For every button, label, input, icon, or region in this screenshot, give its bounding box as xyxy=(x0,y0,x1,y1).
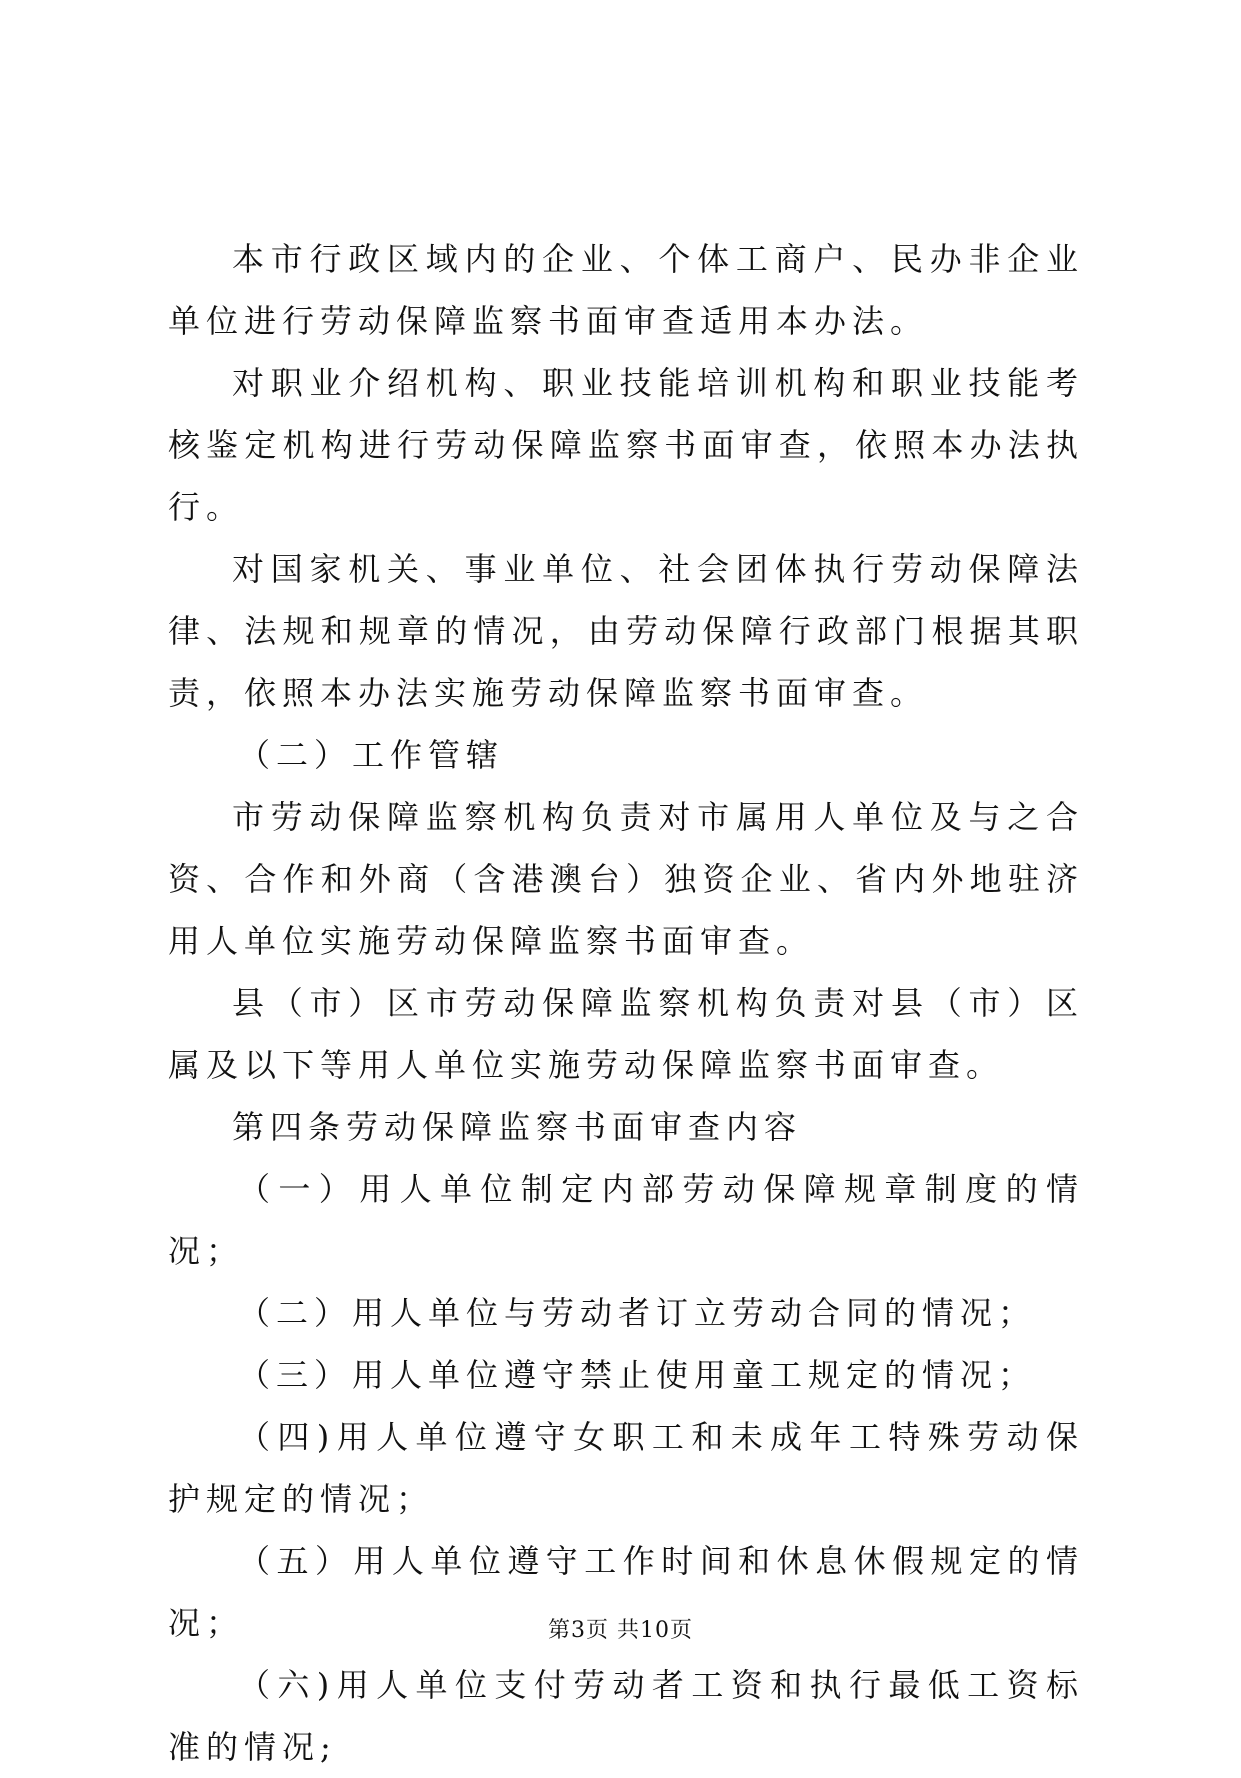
page-number-footer: 第3页 共10页 xyxy=(548,1618,693,1643)
paragraph-scope-enterprises: 本市行政区域内的企业、个体工商户、民办非企业单位进行劳动保障监察书面审查适用本办法。 xyxy=(168,240,1084,340)
paragraph-scope-agencies: 对职业介绍机构、职业技能培训机构和职业技能考核鉴定机构进行劳动保障监察书面审查，依照本办法执行。 xyxy=(168,364,1084,526)
list-item-2: （二）用人单位与劳动者订立劳动合同的情况； xyxy=(238,1294,1037,1332)
section-heading-jurisdiction: （二）工作管辖 xyxy=(238,736,505,774)
list-item-4: （四)用人单位遵守女职工和未成年工特殊劳动保护规定的情况； xyxy=(168,1418,1084,1518)
list-item-3: （三）用人单位遵守禁止使用童工规定的情况； xyxy=(238,1356,1037,1394)
list-item-5: （五）用人单位遵守工作时间和休息休假规定的情况； xyxy=(168,1542,1084,1642)
paragraph-scope-state-organs: 对国家机关、事业单位、社会团体执行劳动保障法律、法规和规章的情况，由劳动保障行政部门根据其职责，依照本办法实施劳动保障监察书面审查。 xyxy=(168,550,1084,712)
list-item-1: （一）用人单位制定内部劳动保障规章制度的情况； xyxy=(168,1170,1084,1270)
paragraph-county-jurisdiction: 县（市）区市劳动保障监察机构负责对县（市）区属及以下等用人单位实施劳动保障监察书面审查。 xyxy=(168,984,1084,1084)
article-four-heading: 第四条劳动保障监察书面审查内容 xyxy=(232,1108,803,1146)
document-body xyxy=(168,228,1084,1778)
paragraph-city-jurisdiction: 市劳动保障监察机构负责对市属用人单位及与之合资、合作和外商（含港澳台）独资企业、省内外地驻济用人单位实施劳动保障监察书面审查。 xyxy=(168,798,1084,960)
list-item-6: （六)用人单位支付劳动者工资和执行最低工资标准的情况; xyxy=(168,1666,1084,1766)
